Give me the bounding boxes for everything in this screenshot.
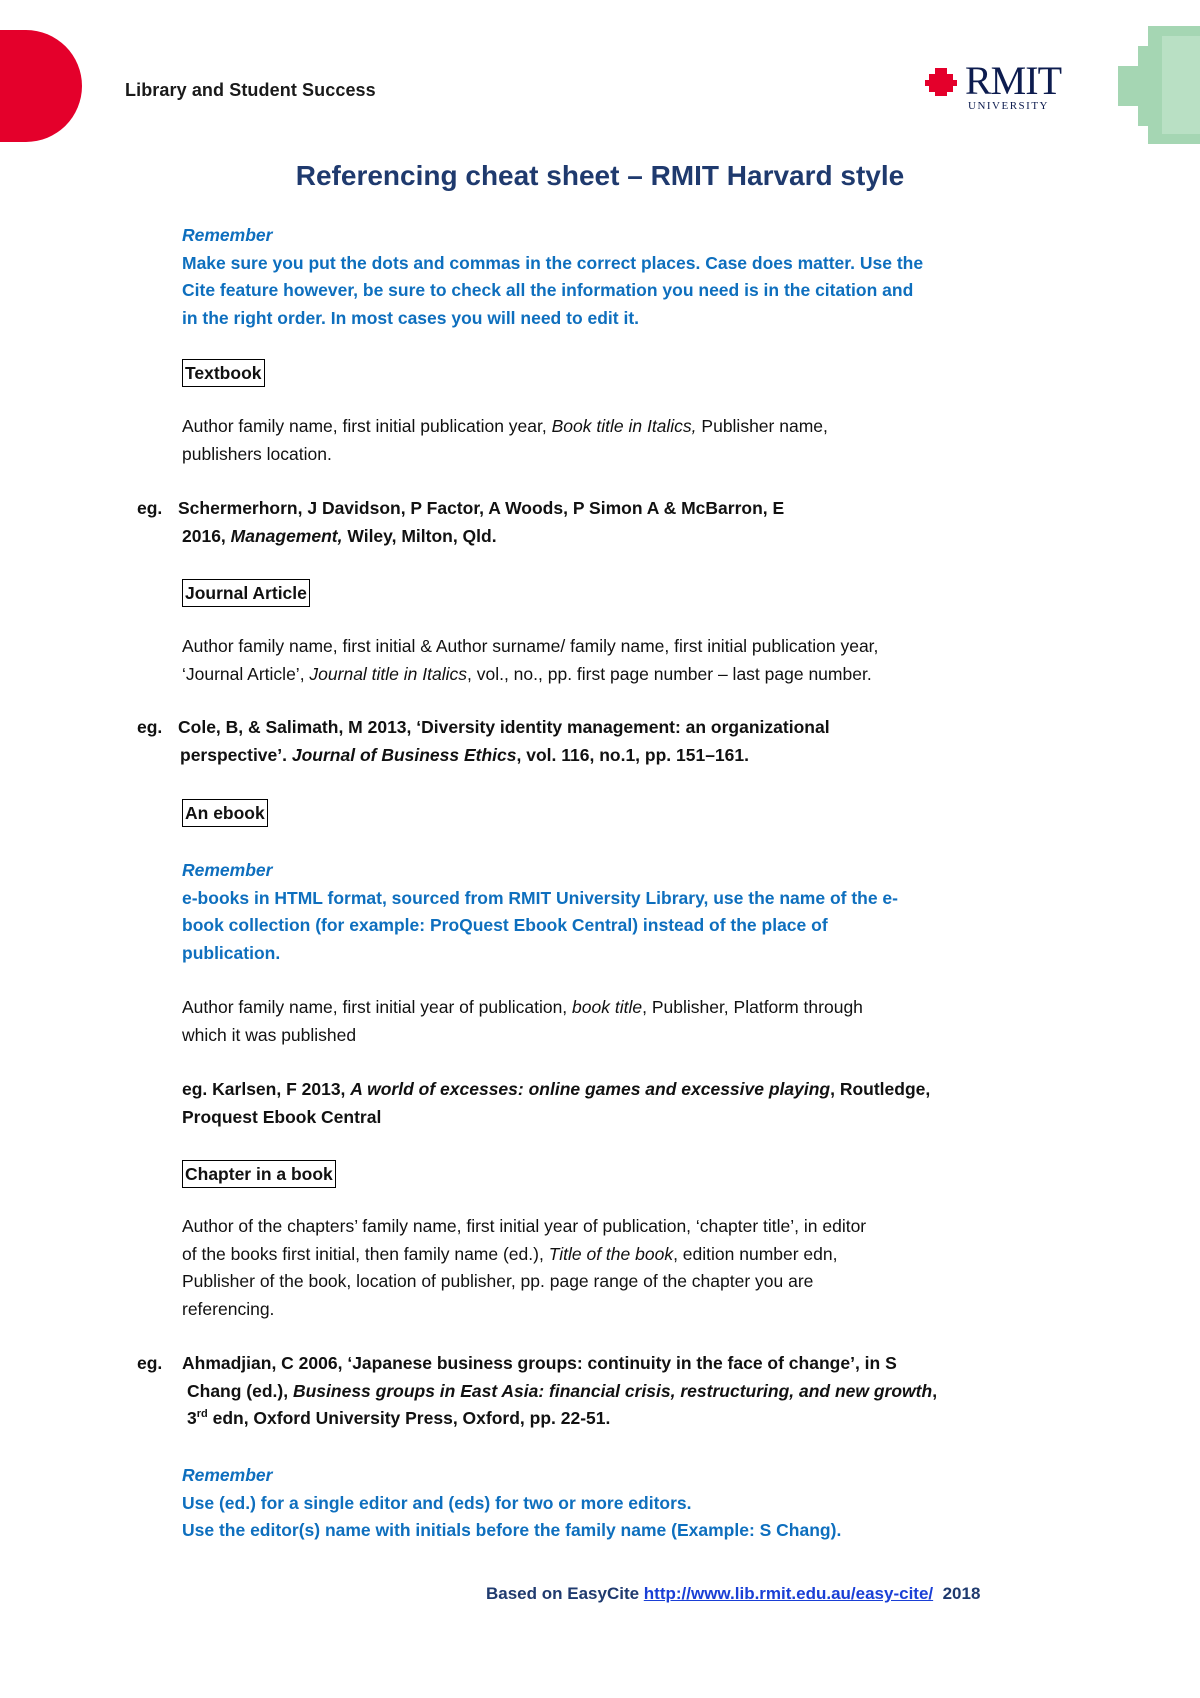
- footer: [486, 1584, 980, 1604]
- ebook-example: [182, 1076, 1052, 1131]
- section-label-journal-article: Journal Article: [182, 579, 310, 607]
- journal-example: [178, 714, 1048, 769]
- eg-label: eg.: [137, 1353, 163, 1373]
- format-line: Author family name, first initial & Author surname/ family name, first initial publication year,: [182, 636, 879, 656]
- remember-line: Use the editor(s) name with initials before the family name (Example: S Chang).: [182, 1520, 842, 1540]
- chapter-format: [182, 1213, 1052, 1323]
- example-line: 2016, Management, Wiley, Milton, Qld.: [182, 525, 497, 546]
- section-label-chapter: Chapter in a book: [182, 1160, 336, 1188]
- logo-subtitle: UNIVERSITY: [968, 100, 1049, 112]
- remember-line: e-books in HTML format, sourced from RMIT University Library, use the name of the e-: [182, 887, 898, 908]
- remember-note-editors: [182, 1462, 1052, 1545]
- footer-year: 2018: [933, 1584, 981, 1603]
- remember-heading: Remember: [182, 860, 273, 880]
- format-line: Publisher of the book, location of publisher, pp. page range of the chapter you are: [182, 1271, 814, 1291]
- eg-label: eg.: [137, 717, 163, 737]
- example-line: Cole, B, & Salimath, M 2013, ‘Diversity identity management: an organizational: [178, 717, 830, 737]
- ebook-format: [182, 994, 1052, 1049]
- header-org-name: Library and Student Success: [125, 80, 376, 100]
- example-line: Ahmadjian, C 2006, ‘Japanese business groups: continuity in the face of change’, in S: [182, 1353, 897, 1373]
- format-line: publishers location.: [182, 443, 332, 464]
- format-line: Author of the chapters’ family name, first initial year of publication, ‘chapter title’, in editor: [182, 1216, 867, 1236]
- red-half-circle-graphic: [0, 30, 82, 142]
- rmit-logo: [925, 58, 1061, 112]
- remember-line: publication.: [182, 942, 281, 963]
- journal-format: [182, 633, 1052, 688]
- remember-note-general: [182, 222, 1052, 332]
- remember-line: book collection (for example: ProQuest Ebook Central) instead of the place of: [182, 915, 828, 935]
- remember-line: in the right order. In most cases you will need to edit it.: [182, 307, 640, 328]
- example-line: eg. Karlsen, F 2013, A world of excesses: online games and excessive playing, Routledge,: [182, 1079, 931, 1099]
- format-line: Author family name, first initial publication year, Book title in Italics, Publisher name,: [182, 416, 828, 436]
- remember-heading: Remember: [182, 225, 273, 245]
- format-line: Author family name, first initial year of publication, book title, Publisher, Platform through: [182, 997, 863, 1017]
- remember-line: Cite feature however, be sure to check all the information you need is in the citation and: [182, 280, 914, 300]
- section-label-textbook: Textbook: [182, 359, 265, 387]
- format-line: of the books first initial, then family name (ed.), Title of the book, edition number edn,: [182, 1243, 838, 1264]
- remember-line: Make sure you put the dots and commas in the correct places. Case does matter. Use the: [182, 252, 924, 273]
- section-label-ebook: An ebook: [182, 799, 268, 827]
- example-line: Schermerhorn, J Davidson, P Factor, A Woods, P Simon A & McBarron, E: [178, 498, 785, 518]
- rmit-pixel-icon: [925, 68, 957, 96]
- page-title: Referencing cheat sheet – RMIT Harvard style: [295, 160, 905, 191]
- example-line: Chang (ed.), Business groups in East Asia: financial crisis, restructuring, and new growth,: [187, 1380, 938, 1401]
- textbook-format: [182, 413, 1052, 468]
- textbook-example: [178, 495, 1048, 550]
- format-line: ‘Journal Article’, Journal title in Italics, vol., no., pp. first page number – last page number.: [182, 663, 872, 684]
- example-line: perspective’. Journal of Business Ethics, vol. 116, no.1, pp. 151–161.: [180, 744, 749, 765]
- footer-text: Based on EasyCite: [486, 1584, 644, 1603]
- format-line: referencing.: [182, 1298, 275, 1319]
- remember-note-ebook: [182, 857, 1052, 967]
- format-line: which it was published: [182, 1024, 357, 1045]
- example-line: 3rd edn, Oxford University Press, Oxford, pp. 22-51.: [187, 1408, 611, 1428]
- remember-line: Use (ed.) for a single editor and (eds) for two or more editors.: [182, 1492, 692, 1513]
- logo-wordmark: RMIT: [965, 58, 1061, 103]
- example-line: Proquest Ebook Central: [182, 1106, 382, 1127]
- remember-heading: Remember: [182, 1465, 273, 1485]
- chapter-example: [182, 1350, 1052, 1433]
- eg-label: eg.: [137, 498, 163, 518]
- green-pixel-graphic: [1118, 26, 1200, 144]
- easycite-link[interactable]: http://www.lib.rmit.edu.au/easy-cite/: [643, 1584, 934, 1603]
